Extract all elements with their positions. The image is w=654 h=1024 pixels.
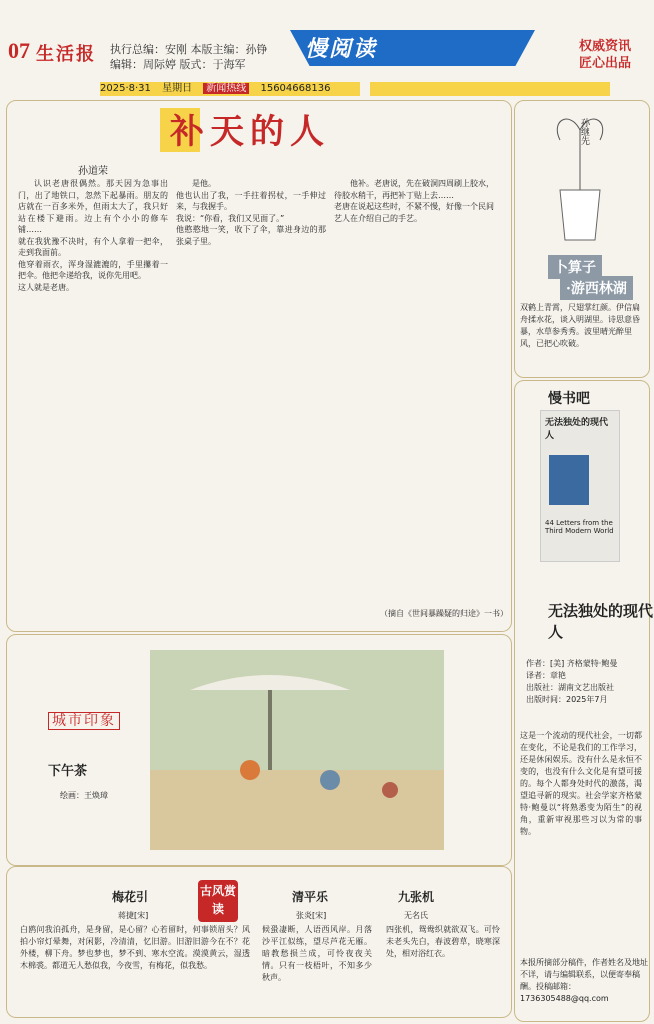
book-cover-title: 无法独处的现代人: [545, 418, 609, 441]
paper-name: 生活报: [36, 44, 96, 65]
poem-text: 双鹤上青霄，尺翅掌红颜。伊信扁舟揉水花，谈入明湖里。诗思意昏暴，水草参秀秀。波里晴光醉里风，已把心吹破。: [520, 303, 640, 348]
article-column-1: [18, 178, 168, 618]
col1-text: 认识老唐很偶然。那天因为急事出门，出了地铁口，忽然下起暴雨。朋友的店就在一百多米外，但雨太大了，我只好站在楼下避雨。边上有个小小的修车铺…… 就在我犹豫不决时，有个人拿着一把伞，走到我面前。 他穿着雨衣，浑身湿漉漉的，手里攥着一把伞。他把伞递给我，说你先用吧。 这人就是老唐。: [18, 179, 168, 292]
col3-text: 他补。老唐说，先在破洞四周刷上胶水，待胶水稍干，再把补丁贴上去…… 老唐在说起这些时，不紧不慢，好像一个民间艺人在介绍自己的手艺。: [334, 179, 494, 223]
staff-info: [110, 42, 268, 72]
page-header: [0, 0, 654, 78]
date: 2025·8·31: [100, 83, 151, 94]
book-cover-art: [549, 455, 589, 505]
book-description: 这是一个流动的现代社会，一切都在变化，不论是我们的工作学习，还是休闲娱乐。没有什么是永恒不变的，也没有什么文化是有望可援的。每个人都身处时代的激荡，渴望追寻新的现实。社会学家齐格蒙特·鲍曼以“将熟悉变为陌生”的视角，重新审视那些习以为常的事物。: [520, 731, 642, 836]
article-column-2: [176, 178, 326, 618]
painting-title: 下午茶: [48, 764, 88, 779]
poem3-text: 四张机，鸳鸯织就欲双飞。可怜未老头先白，春波碧草，晓寒深处，相对浴红衣。: [386, 925, 500, 958]
article-source: （摘自《世间暴躁疑的归途》一书）: [380, 609, 508, 618]
staff-line-2: 编辑：周际婷 版式：于海军: [110, 58, 246, 71]
poem-title-1: 卜算子: [548, 255, 602, 279]
book-author: 作者：[美] 齐格蒙特·鲍曼: [526, 659, 618, 668]
section-label: 城市印象: [48, 712, 120, 730]
hotline-number: 15604668136: [260, 83, 331, 94]
staff-line-1: 执行总编：安刚 本版主编：孙铮: [110, 43, 268, 56]
poem1-author: 蒋捷[宋]: [118, 911, 149, 920]
book-cover: [540, 410, 620, 562]
slogan-line-1: 权威资讯: [578, 39, 631, 54]
weekday: 星期日: [162, 83, 193, 94]
poem3-author: 无名氏: [404, 911, 428, 920]
book-meta: [526, 658, 644, 706]
book-title: 无法独处的现代人: [548, 602, 654, 641]
poem1-text: 白鸥问我泊孤舟，是身留，是心留？心若留时，何事锁眉头？风拍小帘灯晕舞，对闲影，冷清清，忆旧游。旧游旧游今在不？花外楼，柳下舟。梦也梦也，梦不到、寒水空流。漠漠黄云，湿透木棉裘。都道无人愁似我，今夜雪，有梅花，似我愁。: [20, 925, 250, 970]
section-title: 慢阅读: [305, 37, 378, 62]
book-cover-sub: 44 Letters from the Third Modern World: [545, 519, 614, 535]
header-bar: [370, 82, 610, 96]
poem2-text: 候蛩凄断，人语西风岸。月落沙平江似练，望尽芦花无雁。暗教愁损兰成，可怜夜夜关情。只有一枝梧叶，不知多少秋声。: [262, 925, 372, 982]
page-number: 07: [8, 38, 30, 63]
slogan: [560, 38, 650, 72]
hotline-label: 新闻热线: [203, 83, 249, 94]
painting-artist: 绘画：王焕璋: [60, 791, 108, 800]
col2-text: 是他。 他也认出了我，一手拄着拐杖，一手伸过来，与我握手。 我说：“你看，我们又见面了。” 他憨憨地一笑，收下了伞，靠进身边的那张桌子里。: [176, 179, 326, 246]
city-impression-label: [48, 710, 120, 730]
afternoon-tea-painting: [150, 650, 444, 850]
gufeng-badge: 古风赏读: [198, 880, 238, 922]
copyright-notice: 本报所摘部分稿件，作者姓名及地址不详，请与编辑联系，以便寄奉稿酬。投稿邮箱：1736305488@qq.com: [520, 958, 648, 1003]
poem-title-2: ·游西林湖: [560, 276, 633, 300]
book-date: 出版时间：2025年7月: [526, 695, 608, 704]
poem-author: 孙继先: [579, 118, 589, 145]
poem3-title: 九张机: [398, 890, 435, 904]
slogan-line-2: 匠心出品: [578, 56, 631, 71]
manshu-label: 慢书吧: [548, 391, 590, 407]
book-translator: 译者：章艳: [526, 671, 566, 680]
poem2-author: 张炎[宋]: [296, 911, 327, 920]
article-column-3: [334, 178, 494, 598]
poem1-title: 梅花引: [112, 890, 149, 904]
article-title: 补天的人: [170, 104, 490, 156]
dateline: [100, 82, 360, 96]
book-publisher: 出版社：湖南文艺出版社: [526, 683, 614, 692]
poem2-title: 清平乐: [292, 890, 329, 904]
article-author: 孙道荣: [78, 166, 108, 177]
